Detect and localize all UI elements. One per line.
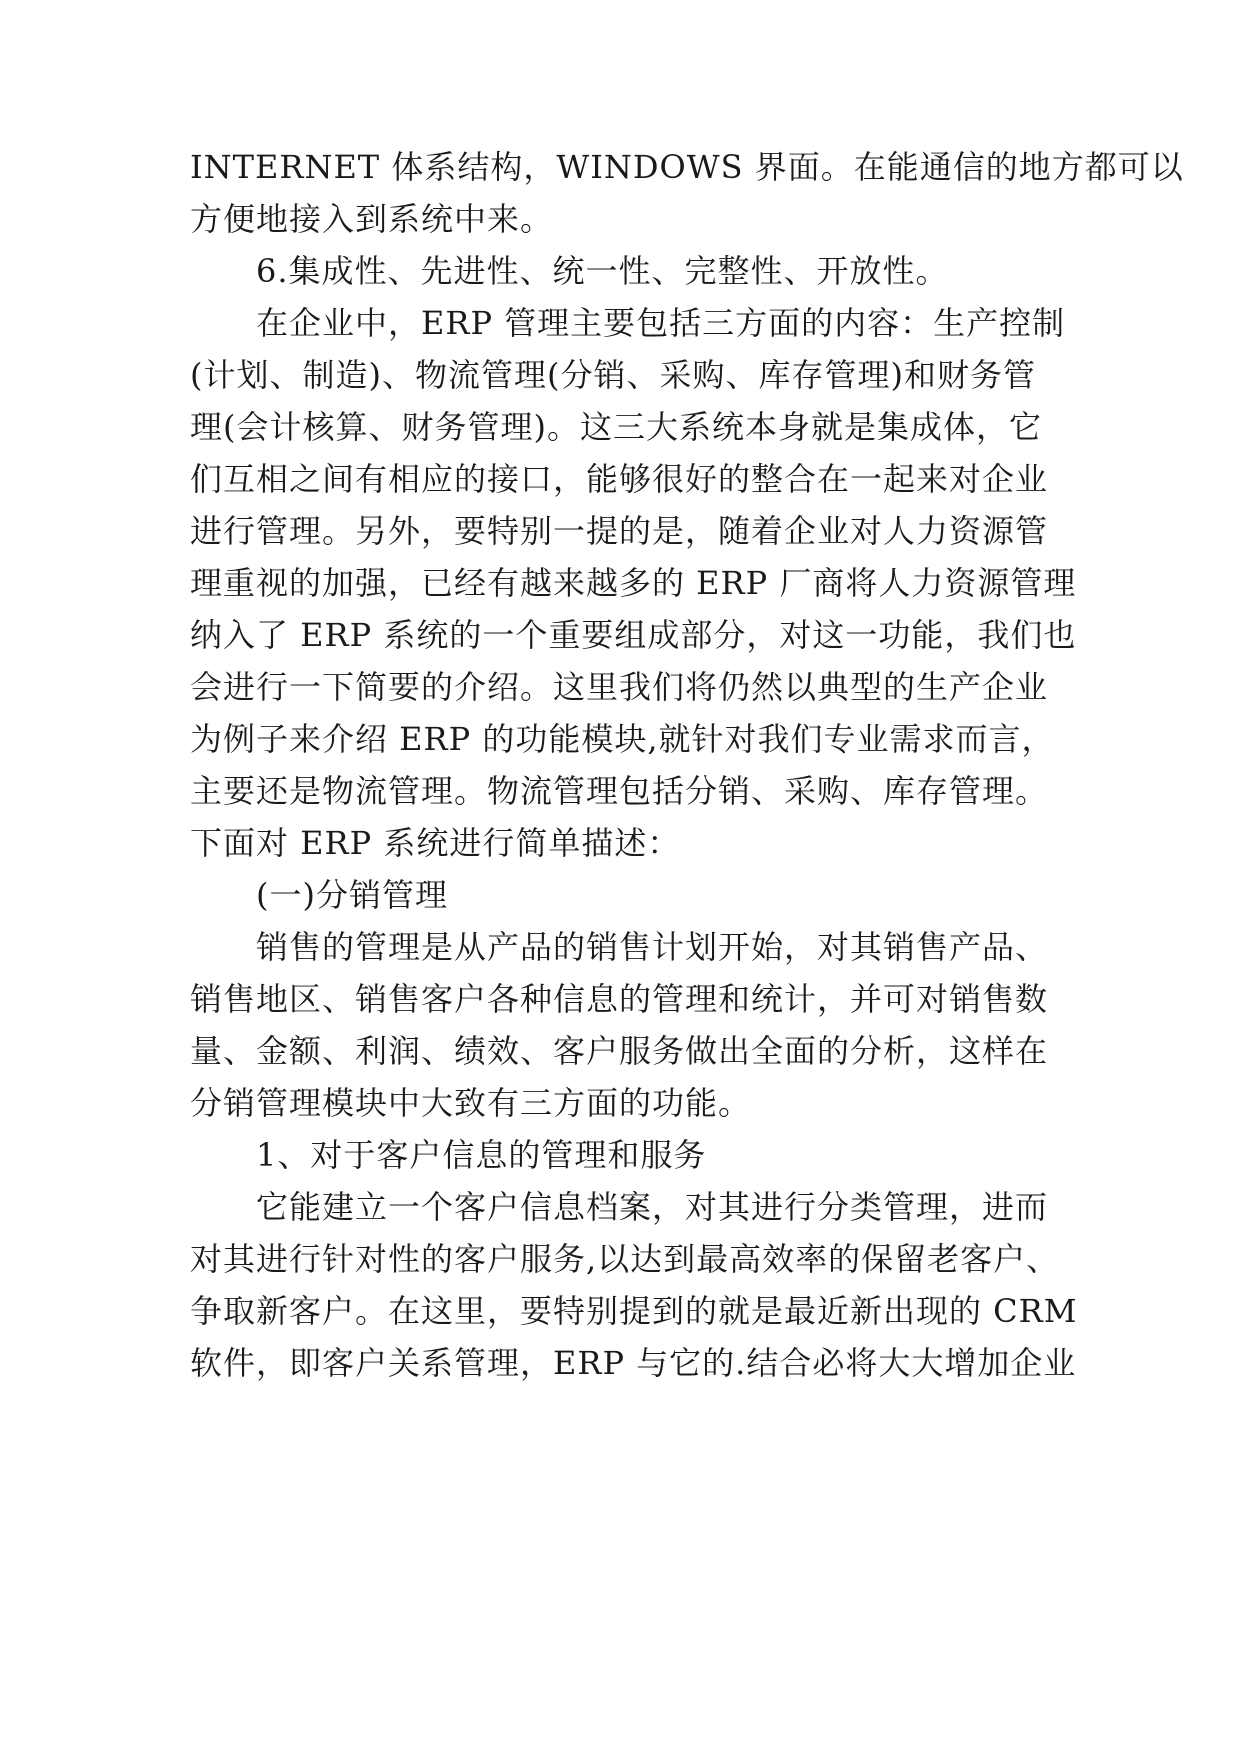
text-line: 进行管理。另外，要特别一提的是，随着企业对人力资源管 (190, 512, 1049, 550)
text-line: 纳入了 ERP 系统的一个重要组成部分，对这一功能，我们也 (190, 616, 1077, 654)
text-line: (计划、制造)、物流管理(分销、采购、库存管理)和财务管 (190, 356, 1036, 394)
text-line: 销售地区、销售客户各种信息的管理和统计，并可对销售数 (190, 980, 1049, 1018)
text-line: 为例子来介绍 ERP 的功能模块,就针对我们专业需求而言， (190, 720, 1055, 758)
section-heading: (一)分销管理 (256, 876, 448, 914)
paragraph-start: 在企业中，ERP 管理主要包括三方面的内容：生产控制 (256, 304, 1066, 342)
text-line: 方便地接入到系统中来。 (190, 200, 554, 238)
text-line: 会进行一下简要的介绍。这里我们将仍然以典型的生产企业 (190, 668, 1049, 706)
text-line: 争取新客户。在这里，要特别提到的就是最近新出现的 CRM (190, 1292, 1078, 1330)
text-line: 量、金额、利润、绩效、客户服务做出全面的分析，这样在 (190, 1032, 1049, 1070)
text-line: INTERNET 体系结构，WINDOWS 界面。在能通信的地方都可以 (190, 148, 1184, 186)
text-line: 们互相之间有相应的接口，能够很好的整合在一起来对企业 (190, 460, 1049, 498)
text-line: 分销管理模块中大致有三方面的功能。 (190, 1084, 752, 1122)
text-line: 理重视的加强，已经有越来越多的 ERP 厂商将人力资源管理 (190, 564, 1077, 602)
subsection-heading: 1、对于客户信息的管理和服务 (256, 1136, 707, 1174)
paragraph-start: 销售的管理是从产品的销售计划开始，对其销售产品、 (256, 928, 1049, 966)
text-line: 软件，即客户关系管理，ERP 与它的.结合必将大大增加企业 (190, 1344, 1077, 1382)
paragraph-start: 它能建立一个客户信息档案，对其进行分类管理，进而 (256, 1188, 1049, 1226)
text-line: 主要还是物流管理。物流管理包括分销、采购、库存管理。 (190, 772, 1049, 810)
list-item-heading: 6.集成性、先进性、统一性、完整性、开放性。 (256, 252, 949, 290)
text-line: 对其进行针对性的客户服务,以达到最高效率的保留老客户、 (190, 1240, 1060, 1278)
text-line: 下面对 ERP 系统进行简单描述： (190, 824, 681, 862)
text-line: 理(会计核算、财务管理)。这三大系统本身就是集成体，它 (190, 408, 1042, 446)
